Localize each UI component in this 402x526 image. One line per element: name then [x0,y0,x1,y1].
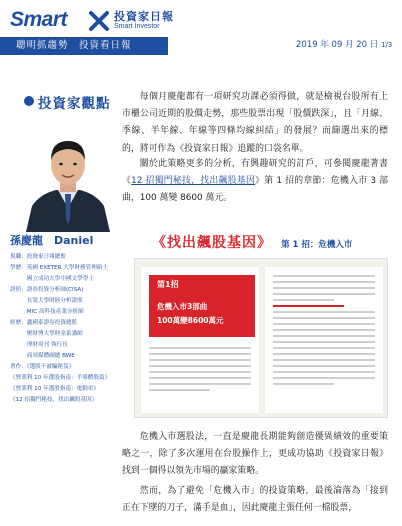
paragraph-2-text-end: 》第 1 招的章節：危機入市 3 部曲，100 萬變 8600 萬元。 [122,176,389,204]
paragraph-2 [122,156,388,208]
chapter-label: 第1招 [157,280,179,289]
book-right-page [265,267,383,413]
book-text-lines [149,347,251,395]
chapter-title-line-2: 100萬變8600萬元 [157,316,224,325]
logo-english-name: Smart Investor [114,23,160,30]
chapter-title-line-1: 危機入市3部曲 [157,302,208,311]
bio-line: 長榮大學財經分析證照 [10,298,83,304]
header [0,0,402,56]
book-chapter: 第 1 招：危機入市 [281,240,353,250]
page-number: 1/3 [380,41,393,49]
paragraph-1: 每個月慶龍都有一項研究功課必須得做，就是檢視台股所有上市櫃公司近期的股價走勢，那些股票出現「股價跌深」，且「月線、季線、半年線、年線等四條均線糾結」的發展？而篩選出來的標的，將可作為《投資家日報》追蹤的口袋名單。 [122,92,388,154]
bio-line: 《營業利 10 年選股指南：電動車》 [10,386,99,392]
bio-line: 理財周刊 執行長 [10,342,68,348]
x-logo-icon [88,10,110,32]
bio-line: 聚財博大學財金系講師 [10,331,83,337]
paragraph-4: 然而，為了避免「危機入市」的投資策略，最後淪落為「接到正在下墜的刀子，滿手是血」，因此慶龍主張任何一檔股票， [122,486,388,514]
bio-line: 《營業利 10 年選股指南：半導體股篇》 [10,375,111,381]
author-name: 孫慶龍 Daniel [10,234,94,247]
author-photo [18,128,118,232]
bio-line: 商周媒體副總 BWE [10,353,75,359]
bio-line: 國立成功大學中國文學學士 [10,276,94,282]
bio-line: 學歷：英國 EXETER 大學財務管理碩士 [10,265,109,271]
book-heading [152,232,352,252]
author-portrait-icon [18,128,118,232]
book-link[interactable]: 12 招獨門秘技，找出飆股基因 [131,176,256,187]
bio-line: 《12 招獨門秘技，找出飆股基因》 [10,397,98,403]
bio-line: 現職：投資家日報總監 [10,254,66,260]
bullet-icon [24,96,34,106]
bio-line: MIC 高科技產業分析師 [10,309,84,315]
bio-line: 經歷：鑫國泰證券投資總監 [10,320,78,326]
bio-line: 證照：證券投資分析師(CISA) [10,287,84,293]
paragraph-3: 危機入市選股法，一直是慶龍長期能夠創造優異績效的重要策略之一，除了多次運用在台股操作上，更成功協助《投資家日報》找到一個得以領先市場的贏家策略。 [122,432,388,477]
bio-line: 著作：《選股不被騙秘笈》 [10,364,75,370]
smart-logo: Smart [10,8,68,31]
book-text-lines [273,275,375,389]
author-bio [10,252,128,406]
paragraph-2-text: 關於此策略更多的分析，有興趣研究的訂戶，可參閱慶龍著書《 [122,159,388,187]
book-title: 《找出飆股基因》 [152,235,272,251]
section-title-text: 投資家觀點 [38,96,111,112]
issue-date [296,38,392,50]
date-text: 2019 年 09 月 20 日 [296,40,379,50]
slogan-banner: 聰明抓趨勢 投資看日報 [0,37,168,55]
chapter-banner [149,275,255,337]
book-left-page [141,267,259,413]
logo-chinese-name: 投資家日報 [114,10,174,23]
book-spread-image [134,258,388,418]
